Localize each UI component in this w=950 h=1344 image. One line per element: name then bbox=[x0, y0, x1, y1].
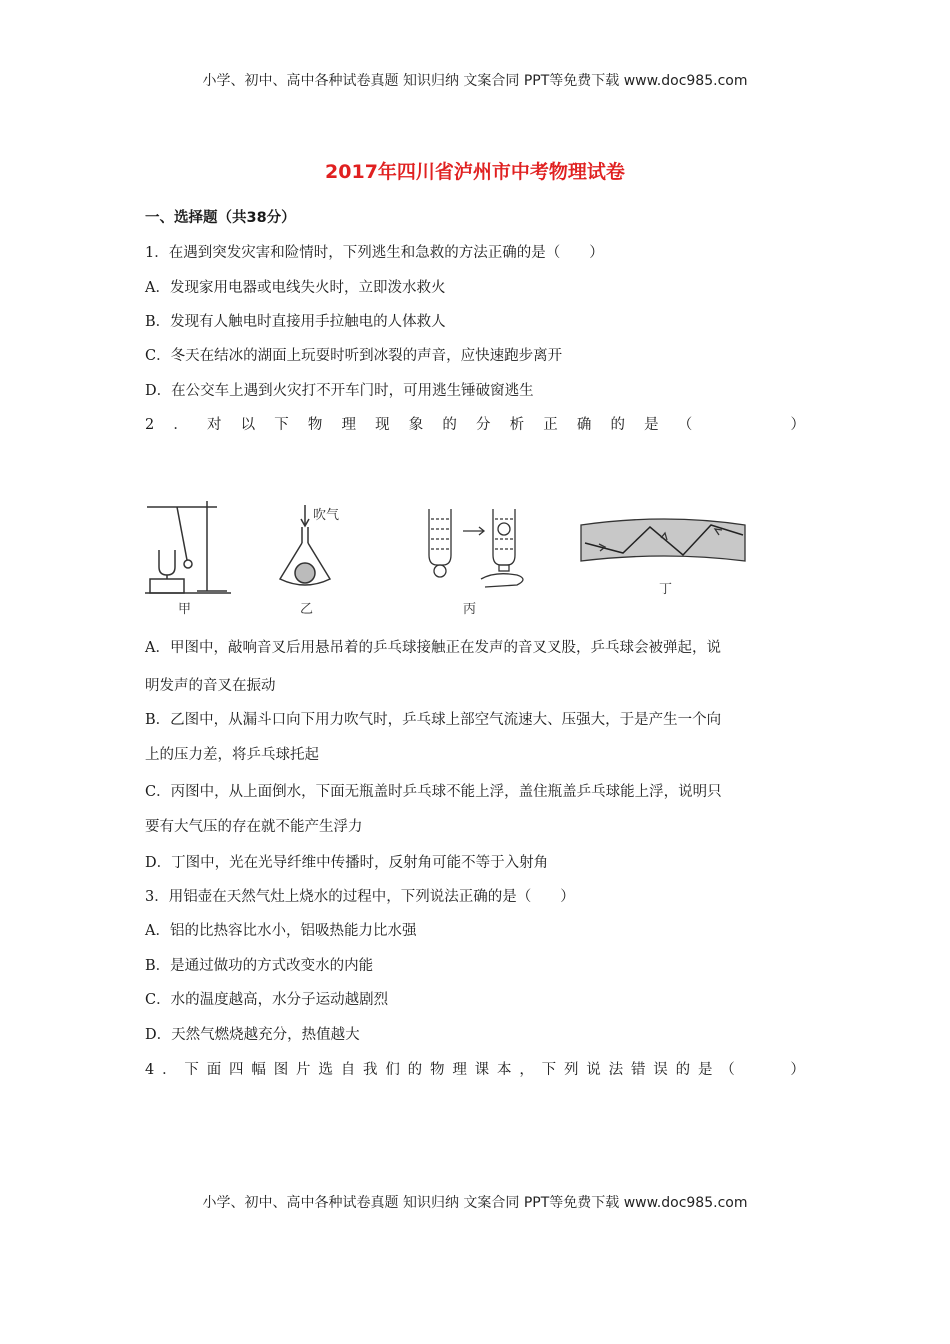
q4-stem: 4 ． 下 面 四 幅 图 片 选 自 我 们 的 物 理 课 本 ， 下 列 说 法 错 误 的 是 （ ） bbox=[145, 1062, 805, 1078]
section-heading: 一、选择题（共38分） bbox=[145, 210, 296, 226]
q1-option-b: B．发现有人触电时直接用手拉触电的人体救人 bbox=[145, 314, 446, 330]
q2-option-c-line2: 要有大气压的存在就不能产生浮力 bbox=[145, 819, 363, 835]
q2-option-c-line1: C．丙图中，从上面倒水，下面无瓶盖时乒乓球不能上浮，盖住瓶盖乒乓球能上浮，说明只 bbox=[145, 784, 722, 800]
tuning-fork-diagram bbox=[145, 501, 231, 593]
q1-stem: 1．在遇到突发灾害和险情时，下列逃生和急救的方法正确的是（ ） bbox=[145, 245, 604, 261]
figure-label-yi: 乙 bbox=[300, 602, 314, 617]
blow-air-label: 吹气 bbox=[313, 508, 340, 523]
figure-label-bing: 丙 bbox=[463, 602, 477, 617]
page-header: 小学、初中、高中各种试卷真题 知识归纳 文案合同 PPT等免费下载 www.doc985.com bbox=[202, 73, 748, 89]
q3-option-c: C．水的温度越高，水分子运动越剧烈 bbox=[145, 992, 389, 1008]
exam-title: 2017年四川省泸州市中考物理试卷 bbox=[325, 161, 625, 183]
optical-fiber-diagram bbox=[581, 519, 745, 561]
q2-stem: 2 ． 对 以 下 物 理 现 象 的 分 析 正 确 的 是 （ ） bbox=[145, 417, 805, 433]
q3-option-d: D．天然气燃烧越充分，热值越大 bbox=[145, 1027, 360, 1043]
q2-option-b-line2: 上的压力差，将乒乓球托起 bbox=[145, 747, 319, 763]
q1-option-c: C．冬天在结冰的湖面上玩耍时听到冰裂的声音，应快速跑步离开 bbox=[145, 348, 563, 364]
q3-stem: 3．用铝壶在天然气灶上烧水的过程中，下列说法正确的是（ ） bbox=[145, 889, 575, 905]
figure-label-ding: 丁 bbox=[659, 582, 673, 597]
q2-option-d: D．丁图中，光在光导纤维中传播时，反射角可能不等于入射角 bbox=[145, 855, 549, 871]
q2-option-a-line1: A．甲图中，敲响音叉后用悬吊着的乒乓球接触正在发声的音叉叉股，乒乓球会被弹起，说 bbox=[145, 640, 721, 656]
q3-option-b: B．是通过做功的方式改变水的内能 bbox=[145, 958, 374, 974]
q1-option-a: A．发现家用电器或电线失火时，立即泼水救火 bbox=[145, 280, 446, 296]
q2-option-a-line2: 明发声的音叉在振动 bbox=[145, 678, 276, 694]
bottle-diagram bbox=[429, 509, 523, 587]
q3-option-a: A．铝的比热容比水小，铝吸热能力比水强 bbox=[145, 923, 417, 939]
q1-option-d: D．在公交车上遇到火灾打不开车门时，可用逃生锤破窗逃生 bbox=[145, 383, 534, 399]
page-footer: 小学、初中、高中各种试卷真题 知识归纳 文案合同 PPT等免费下载 www.doc985.com bbox=[202, 1195, 748, 1211]
q2-option-b-line1: B．乙图中，从漏斗口向下用力吹气时，乒乓球上部空气流速大、压强大，于是产生一个向 bbox=[145, 712, 722, 728]
figure-label-jia: 甲 bbox=[178, 602, 192, 617]
q2-figure bbox=[145, 495, 765, 617]
